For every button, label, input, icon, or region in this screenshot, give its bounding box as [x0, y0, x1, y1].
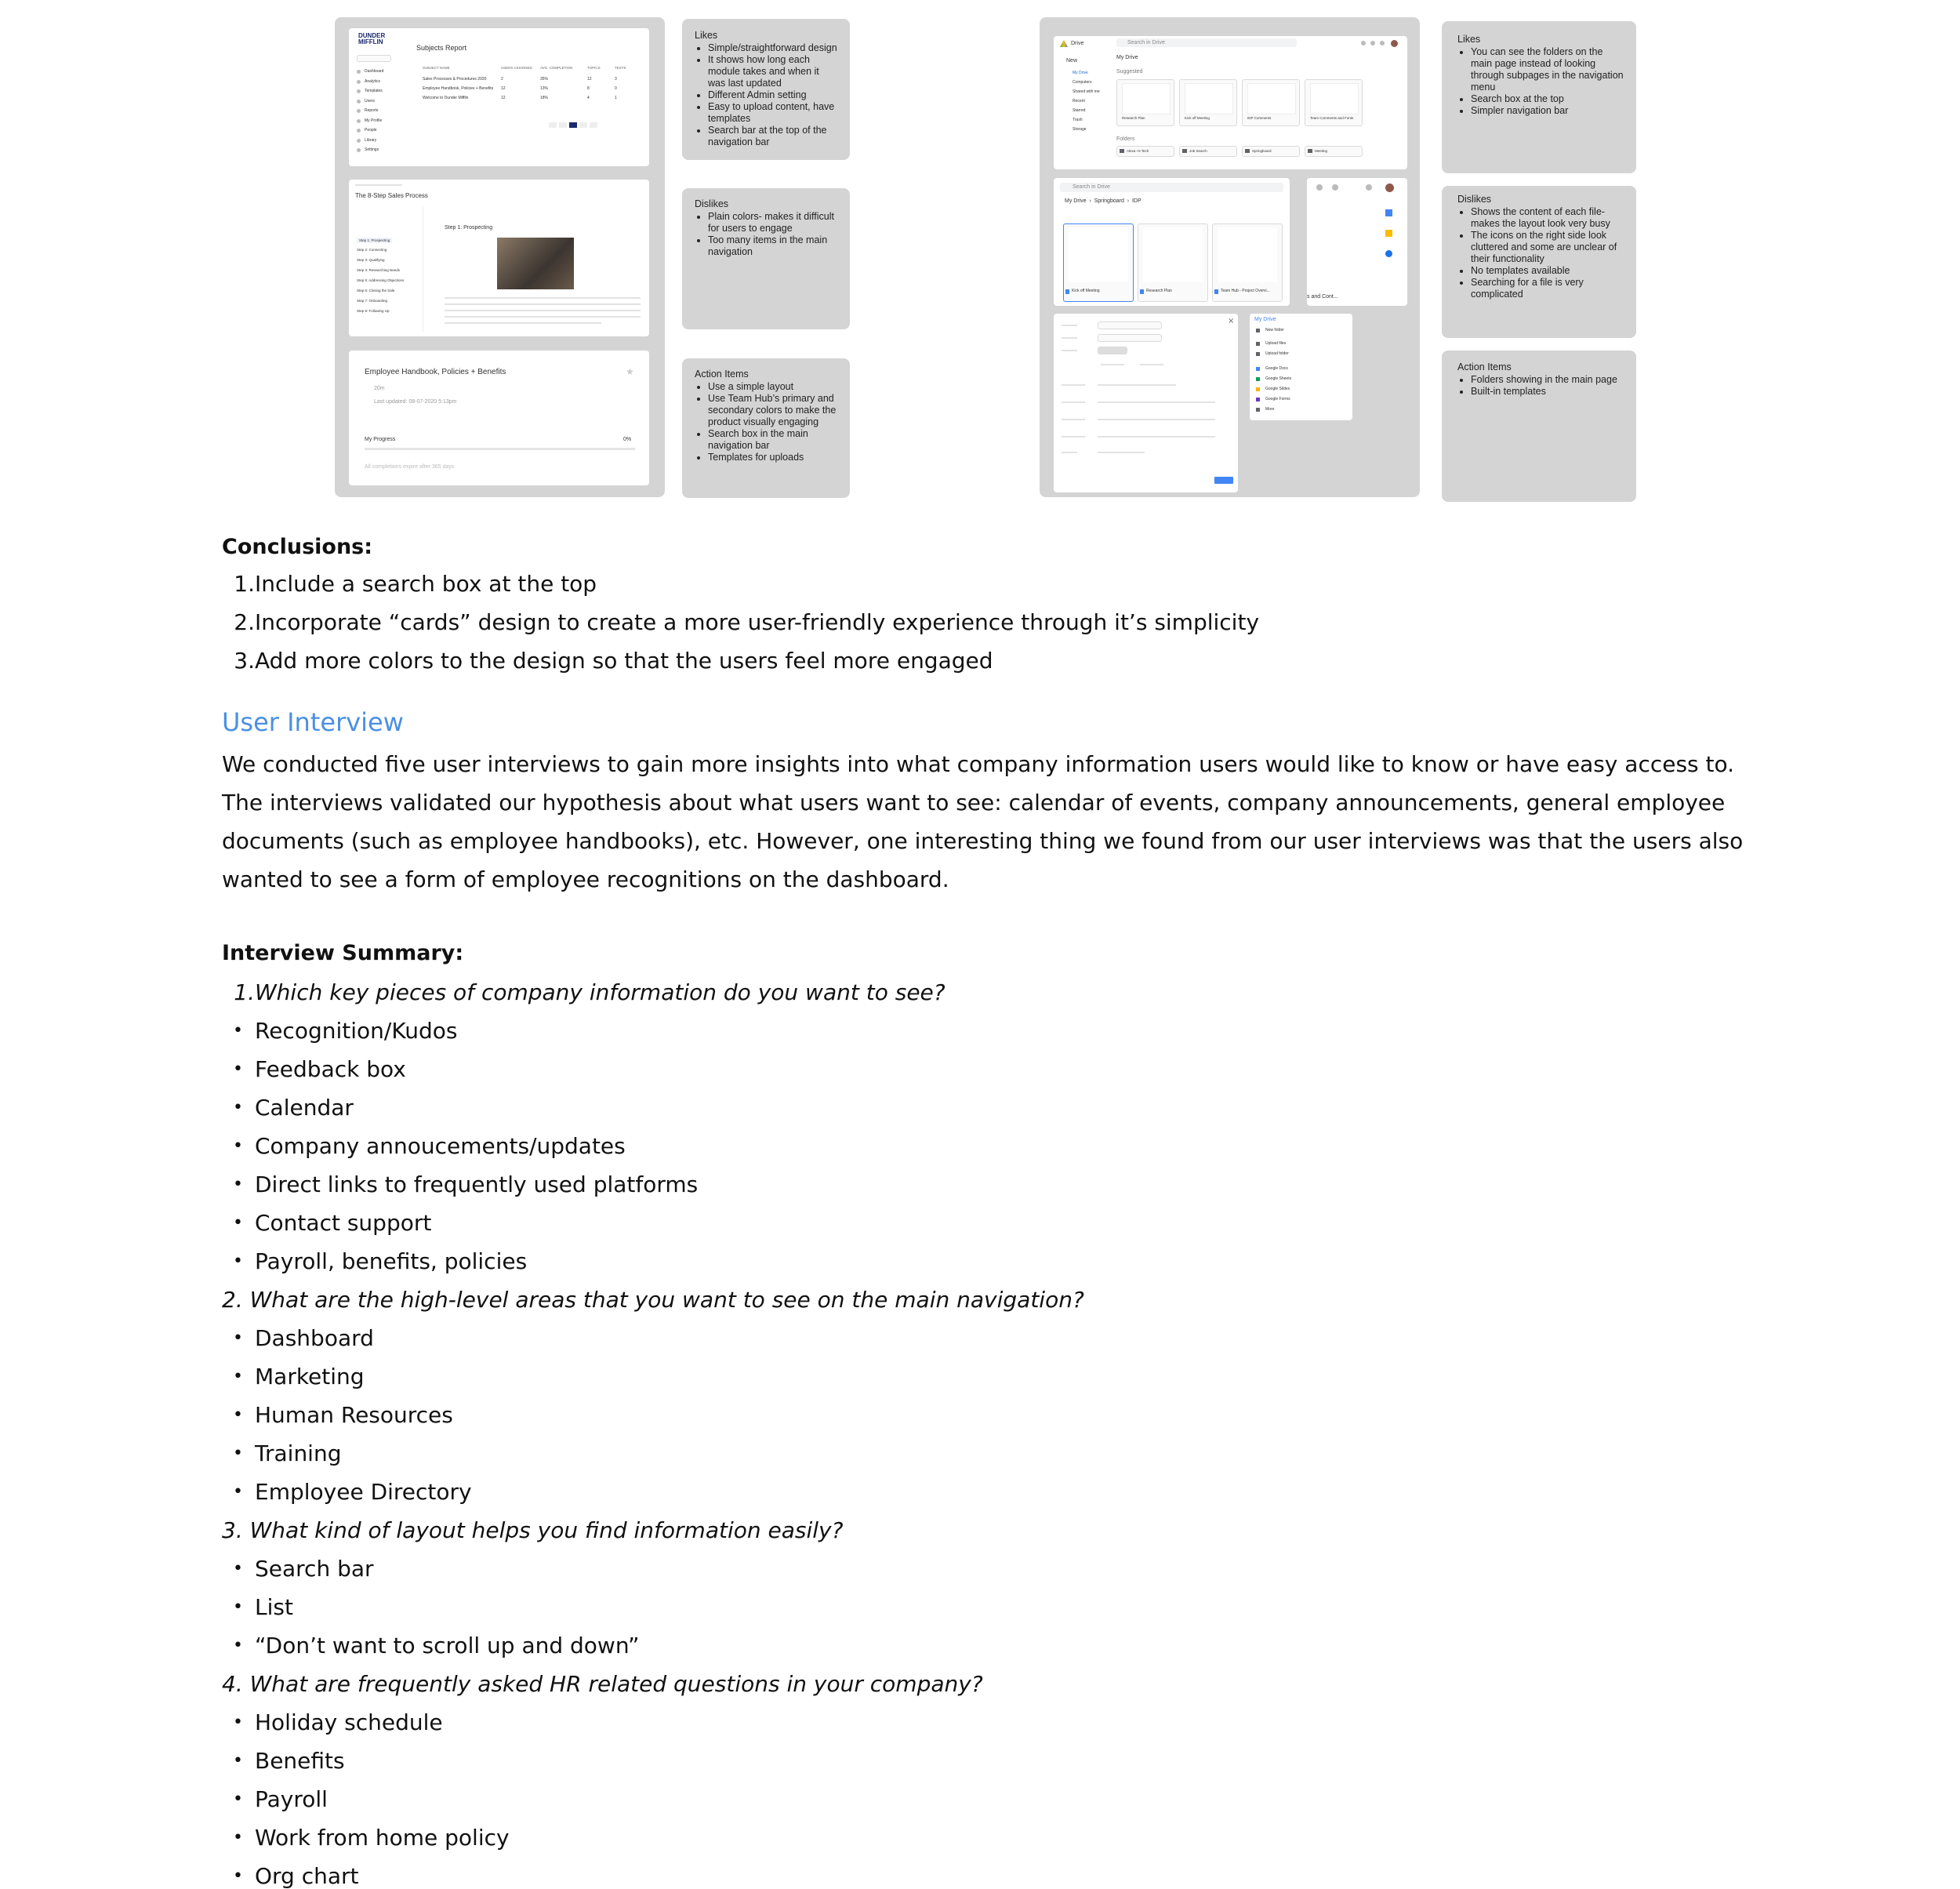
avatar[interactable] — [1391, 40, 1398, 47]
sidebar-item[interactable]: Users — [365, 98, 376, 104]
sidebar-item[interactable]: Settings — [365, 147, 379, 152]
sidebar-icon — [357, 70, 361, 74]
menu-icon — [1256, 387, 1260, 391]
pagination — [549, 122, 596, 128]
right-screenshot-panel — [1040, 17, 1420, 497]
column-header: USERS ASSIGNED — [501, 66, 532, 70]
sidebar-icon — [357, 129, 361, 133]
answer-item: Work from home policy — [255, 1825, 510, 1851]
note-list — [1457, 46, 1624, 117]
answer-item: Human Resources — [255, 1402, 453, 1428]
folder-name: Springboard — [1252, 149, 1272, 153]
bullet: • — [233, 1175, 243, 1194]
note-item: • Search box at the top — [1471, 93, 1624, 105]
close-icon[interactable]: × — [1228, 317, 1235, 325]
sidebar-icon — [357, 100, 361, 104]
table-cell: 8 — [587, 86, 590, 91]
note-list — [695, 381, 837, 463]
note-item: • Folders showing in the main page — [1471, 374, 1624, 386]
progress-bar — [365, 448, 635, 450]
drive-folder-screenshot — [1054, 178, 1290, 306]
sales-process-screenshot — [349, 180, 649, 336]
note-item: • Use a simple layout — [708, 381, 837, 393]
list-number: 3. — [234, 648, 255, 674]
expiry-note: All completions expire after 365 days — [365, 464, 455, 470]
file-card[interactable] — [1242, 79, 1300, 126]
new-button[interactable]: New — [1066, 58, 1078, 64]
table-cell: 35% — [540, 77, 549, 82]
answer-item: Training — [255, 1440, 342, 1466]
answer-item: Feedback box — [255, 1056, 406, 1082]
note-list — [695, 42, 837, 148]
menu-icon — [1256, 342, 1260, 346]
table-cell: 2 — [501, 77, 503, 82]
step-item[interactable]: Step 1: Prospecting — [357, 238, 392, 243]
table-cell: Employee Handbook, Policies + Benefits — [423, 86, 494, 91]
sidebar-item[interactable]: Library — [365, 137, 377, 143]
bullet: • — [233, 1482, 243, 1502]
menu-icon — [1256, 329, 1260, 332]
note-item: • Use Team Hub’s primary and secondary colors to make the product visually engaging — [708, 393, 837, 428]
bullet: • — [233, 1597, 243, 1617]
user-interview-paragraph: We conducted five user interviews to gain more insights into what company information users would like to know or have easy access to. The interviews validated our hypothesis about what users want to see: calendar of events, company announcements, general employee documents (such as employee handbooks), etc. However, one interesting thing we found from our user interviews was that the users also wanted to see a form of employee recognitions on the dashboard. — [222, 751, 1744, 892]
folder-item[interactable] — [1305, 146, 1363, 157]
folder-search-placeholder: Search in Drive — [1073, 184, 1110, 190]
bullet: • — [233, 1828, 243, 1847]
menu-item[interactable]: Upload folder — [1265, 351, 1289, 356]
menu-item[interactable]: Upload files — [1265, 341, 1287, 346]
answer-item: Payroll, benefits, policies — [255, 1248, 528, 1274]
step-item[interactable]: Step 6: Closing the Sale — [357, 289, 395, 292]
answer-item: Contact support — [255, 1210, 432, 1236]
duration: 20m — [374, 386, 385, 391]
file-card[interactable] — [1305, 79, 1363, 126]
column-header: SUBJECT NAME — [423, 66, 450, 70]
answer-item: Recognition/Kudos — [255, 1018, 458, 1044]
table-cell: 0 — [615, 86, 617, 91]
drive-advanced-search-screenshot — [1054, 314, 1238, 492]
doc-icon — [1140, 289, 1144, 294]
table-cell: 12 — [501, 96, 506, 100]
sidebar-item[interactable]: Reports — [365, 108, 379, 113]
step-item[interactable]: Step 2: Connecting — [357, 248, 387, 252]
file-name: Research Plan — [1146, 289, 1172, 293]
sidebar-item[interactable]: People — [365, 128, 377, 133]
sales-process-title: The 8-Step Sales Process — [355, 192, 428, 199]
star-icon[interactable]: ★ — [626, 366, 634, 377]
progress-label: My Progress — [365, 437, 396, 442]
subjects-report-screenshot — [349, 28, 649, 166]
bullet: • — [233, 1213, 243, 1233]
dislikes-note-right — [1442, 186, 1636, 338]
answer-item: Direct links to frequently used platforms — [255, 1172, 699, 1197]
step-item[interactable]: Step 4: Researching Needs — [357, 268, 401, 272]
bullet: • — [233, 1405, 243, 1425]
bullet: • — [233, 1328, 243, 1348]
file-card[interactable] — [1212, 223, 1283, 302]
note-item: • Shows the content of each file- makes the layout look very busy — [1471, 206, 1624, 230]
answer-item: Holiday schedule — [255, 1709, 443, 1735]
conclusion-item: Incorporate “cards” design to create a more user-friendly experience through it’s simplicity — [255, 609, 1260, 635]
bullet: • — [233, 1059, 243, 1079]
sidebar-item[interactable]: My Profile — [365, 118, 383, 123]
action-items-note-left — [682, 358, 850, 498]
step-item[interactable]: Step 7: Onboarding — [357, 299, 388, 303]
bullet: • — [233, 1789, 243, 1809]
answer-item: Employee Directory — [255, 1479, 472, 1505]
note-item: • Search bar at the top of the navigation bar — [708, 125, 837, 148]
menu-icon — [1256, 367, 1260, 371]
note-list — [695, 211, 837, 258]
table-cell: 1 — [615, 96, 617, 100]
bullet: • — [233, 1713, 243, 1732]
note-title: Action Items — [1457, 361, 1512, 372]
breadcrumb: My Drive › Springboard › IDP — [1065, 198, 1142, 204]
dunder-mifflin-logo: DUNDER MIFFLIN — [358, 32, 386, 45]
sidebar-item[interactable]: Dashboard — [365, 69, 384, 74]
last-updated: Last updated: 08-07-2020 5:13pm — [374, 399, 457, 405]
menu-icon — [1256, 352, 1260, 356]
menu-item[interactable]: Google Forms — [1265, 397, 1290, 401]
sidebar-item[interactable]: Templates — [365, 89, 383, 93]
report-title: Subjects Report — [416, 44, 467, 52]
note-item: • Simple/straightforward design — [708, 42, 837, 54]
note-item: • You can see the folders on the main page instead of looking through subpages in the navigation menu — [1471, 46, 1624, 93]
dislikes-note-left — [682, 188, 850, 329]
drive-brand: Drive — [1071, 41, 1084, 46]
bullet: • — [233, 1559, 243, 1578]
drive-icons-screenshot — [1307, 178, 1407, 306]
menu-icon — [1256, 408, 1260, 412]
note-title: Dislikes — [695, 198, 729, 209]
file-card[interactable] — [1116, 79, 1174, 126]
answer-item: Org chart — [255, 1863, 359, 1889]
file-name: Kick off Meeting — [1185, 116, 1210, 120]
likes-note-right — [1442, 21, 1636, 173]
note-item: • Simpler navigation bar — [1471, 105, 1624, 117]
laptop-photo — [497, 238, 574, 289]
interview-summary-heading: Interview Summary: — [222, 941, 464, 965]
table-cell: Welcome to Dunder Mifflin — [423, 96, 469, 100]
bullet: • — [233, 1444, 243, 1463]
table-cell: 12 — [587, 77, 592, 82]
bullet: • — [233, 1098, 243, 1117]
folder-item[interactable] — [1242, 146, 1300, 157]
note-title: Action Items — [695, 369, 749, 380]
menu-title: My Drive — [1254, 317, 1276, 322]
bullet: • — [233, 1367, 243, 1386]
folder-icon — [1182, 149, 1187, 153]
menu-item[interactable]: Google Slides — [1265, 387, 1290, 391]
conclusion-item: Add more colors to the design so that the users feel more engaged — [255, 648, 993, 674]
folder-item[interactable] — [1116, 146, 1174, 157]
left-screenshot-panel — [335, 17, 665, 497]
note-title: Likes — [1457, 34, 1481, 45]
drive-nav-item[interactable]: My Drive — [1073, 71, 1088, 75]
table-cell: 18% — [540, 96, 549, 100]
column-header: TOPICS — [587, 66, 601, 70]
sidebar-icon — [357, 148, 361, 152]
sidebar-search — [357, 55, 391, 62]
file-card[interactable] — [1138, 223, 1208, 302]
progress-value: 0% — [623, 437, 632, 442]
table-cell: 13% — [540, 86, 549, 91]
note-item: • Built-in templates — [1471, 386, 1624, 398]
file-name: Kick off Meeting — [1072, 289, 1100, 293]
bullet: • — [233, 1136, 243, 1156]
file-name: Team Comments and Fonts — [1310, 116, 1354, 120]
step-item[interactable]: Step 5: Addressing Objections — [357, 278, 405, 282]
folder-item[interactable] — [1179, 146, 1237, 157]
answer-item: “Don’t want to scroll up and down” — [255, 1633, 640, 1658]
drive-nav-item[interactable]: Recent — [1073, 99, 1085, 104]
table-cell: 4 — [587, 96, 590, 100]
drive-new-menu-screenshot — [1250, 314, 1352, 420]
question-number: 1. — [234, 979, 255, 1005]
sidebar-icon — [357, 89, 361, 93]
my-drive-label: My Drive — [1116, 55, 1138, 60]
action-items-note-right — [1442, 351, 1636, 502]
drive-nav-item[interactable]: Computers — [1073, 80, 1092, 85]
conclusions-heading: Conclusions: — [222, 535, 373, 559]
handbook-card-screenshot — [349, 351, 649, 485]
folder-icon — [1308, 149, 1312, 153]
folder-name: Alexa +5 Tech — [1127, 149, 1149, 153]
file-card[interactable] — [1063, 223, 1134, 302]
question: 3. What kind of layout helps you find information easily? — [222, 1517, 844, 1543]
bullet: • — [233, 1251, 243, 1271]
bullet: • — [233, 1636, 243, 1655]
drive-nav-item[interactable]: Shared with me — [1073, 89, 1100, 94]
note-item: • Search box in the main navigation bar — [708, 428, 837, 452]
bullet: • — [233, 1021, 243, 1041]
likes-note-left — [682, 19, 850, 160]
note-item: • It shows how long each module takes and when it was last updated — [708, 54, 837, 89]
side-panel-icons — [1385, 209, 1395, 296]
answer-item: Calendar — [255, 1095, 354, 1121]
column-header: AVG. COMPLETION — [540, 66, 573, 70]
menu-item[interactable]: New folder — [1265, 328, 1284, 332]
suggested-label: Suggested — [1116, 69, 1143, 74]
note-item: • Templates for uploads — [708, 452, 837, 463]
note-title: Likes — [695, 30, 718, 41]
answer-item: Marketing — [255, 1364, 365, 1390]
question: 4. What are frequently asked HR related questions in your company? — [222, 1671, 983, 1697]
answer-item: List — [255, 1594, 293, 1620]
drive-nav-item[interactable]: Trash — [1073, 118, 1083, 122]
step-heading: Step 1: Prospecting — [445, 225, 493, 231]
file-name: Research Plan — [1122, 116, 1145, 120]
menu-item[interactable]: Google Docs — [1265, 366, 1288, 371]
drive-nav-item[interactable]: Starred — [1073, 108, 1086, 113]
note-list — [1457, 206, 1624, 300]
note-item: • No templates available — [1471, 265, 1624, 277]
file-name: Team Hub - Project Overvi... — [1221, 289, 1270, 293]
file-name: IDP Comments — [1247, 116, 1272, 120]
partial-label: s and Cont... — [1307, 294, 1338, 300]
question: Which key pieces of company information do you want to see? — [255, 979, 946, 1005]
note-item: • Too many items in the main navigation — [708, 234, 837, 258]
folder-name: Job Search — [1189, 149, 1207, 153]
user-interview-heading: User Interview — [222, 707, 404, 737]
table-cell: 3 — [615, 77, 617, 82]
folder-name: Meeting — [1315, 149, 1328, 153]
doc-icon — [1065, 289, 1069, 294]
menu-item[interactable]: More — [1265, 407, 1275, 412]
table-cell: Sales Processes & Procedures 2020 — [423, 77, 487, 82]
drive-main-screenshot — [1054, 36, 1407, 169]
bullet: • — [233, 1751, 243, 1771]
note-item: • The icons on the right side look cluttered and some are unclear of their functionality — [1471, 230, 1624, 265]
note-item: • Easy to upload content, have templates — [708, 101, 837, 125]
drive-search-placeholder: Search in Drive — [1127, 40, 1165, 45]
answer-item: Search bar — [255, 1556, 374, 1582]
list-number: 1. — [234, 571, 255, 597]
handbook-title: Employee Handbook, Policies + Benefits — [365, 368, 506, 376]
sidebar-item[interactable]: Analytics — [365, 78, 381, 84]
folders-label: Folders — [1116, 136, 1135, 142]
bullet: • — [233, 1866, 243, 1886]
question: 2. What are the high-level areas that you want to see on the main navigation? — [222, 1287, 1084, 1313]
note-item: • Searching for a file is very complicated — [1471, 277, 1624, 300]
table-cell: 12 — [501, 86, 506, 91]
sidebar-icon — [357, 119, 361, 123]
answer-item: Payroll — [255, 1786, 328, 1812]
menu-icon — [1256, 377, 1260, 381]
folder-icon — [1245, 149, 1250, 153]
note-item: • Plain colors- makes it difficult for users to engage — [708, 211, 837, 234]
sidebar-icon — [357, 139, 361, 143]
note-title: Dislikes — [1457, 194, 1492, 205]
menu-icon — [1256, 398, 1260, 401]
note-item: • Different Admin setting — [708, 89, 837, 101]
list-number: 2. — [234, 609, 255, 635]
conclusion-item: Include a search box at the top — [255, 571, 597, 597]
drive-nav-item[interactable]: Storage — [1073, 127, 1087, 132]
step-item[interactable]: Step 8: Following Up — [357, 309, 390, 313]
drive-logo-icon — [1060, 40, 1068, 47]
steps-list — [354, 206, 423, 332]
answer-item: Dashboard — [255, 1325, 374, 1351]
step-item[interactable]: Step 3: Qualifying — [357, 258, 385, 262]
menu-item[interactable]: Google Sheets — [1265, 376, 1292, 381]
column-header: TESTS — [615, 66, 626, 70]
doc-icon — [1214, 289, 1218, 294]
file-card[interactable] — [1179, 79, 1237, 126]
sidebar-icon — [357, 109, 361, 113]
sidebar-icon — [357, 80, 361, 84]
note-list — [1457, 374, 1624, 398]
answer-item: Company annoucements/updates — [255, 1133, 626, 1159]
folder-icon — [1120, 149, 1124, 153]
answer-item: Benefits — [255, 1748, 345, 1774]
